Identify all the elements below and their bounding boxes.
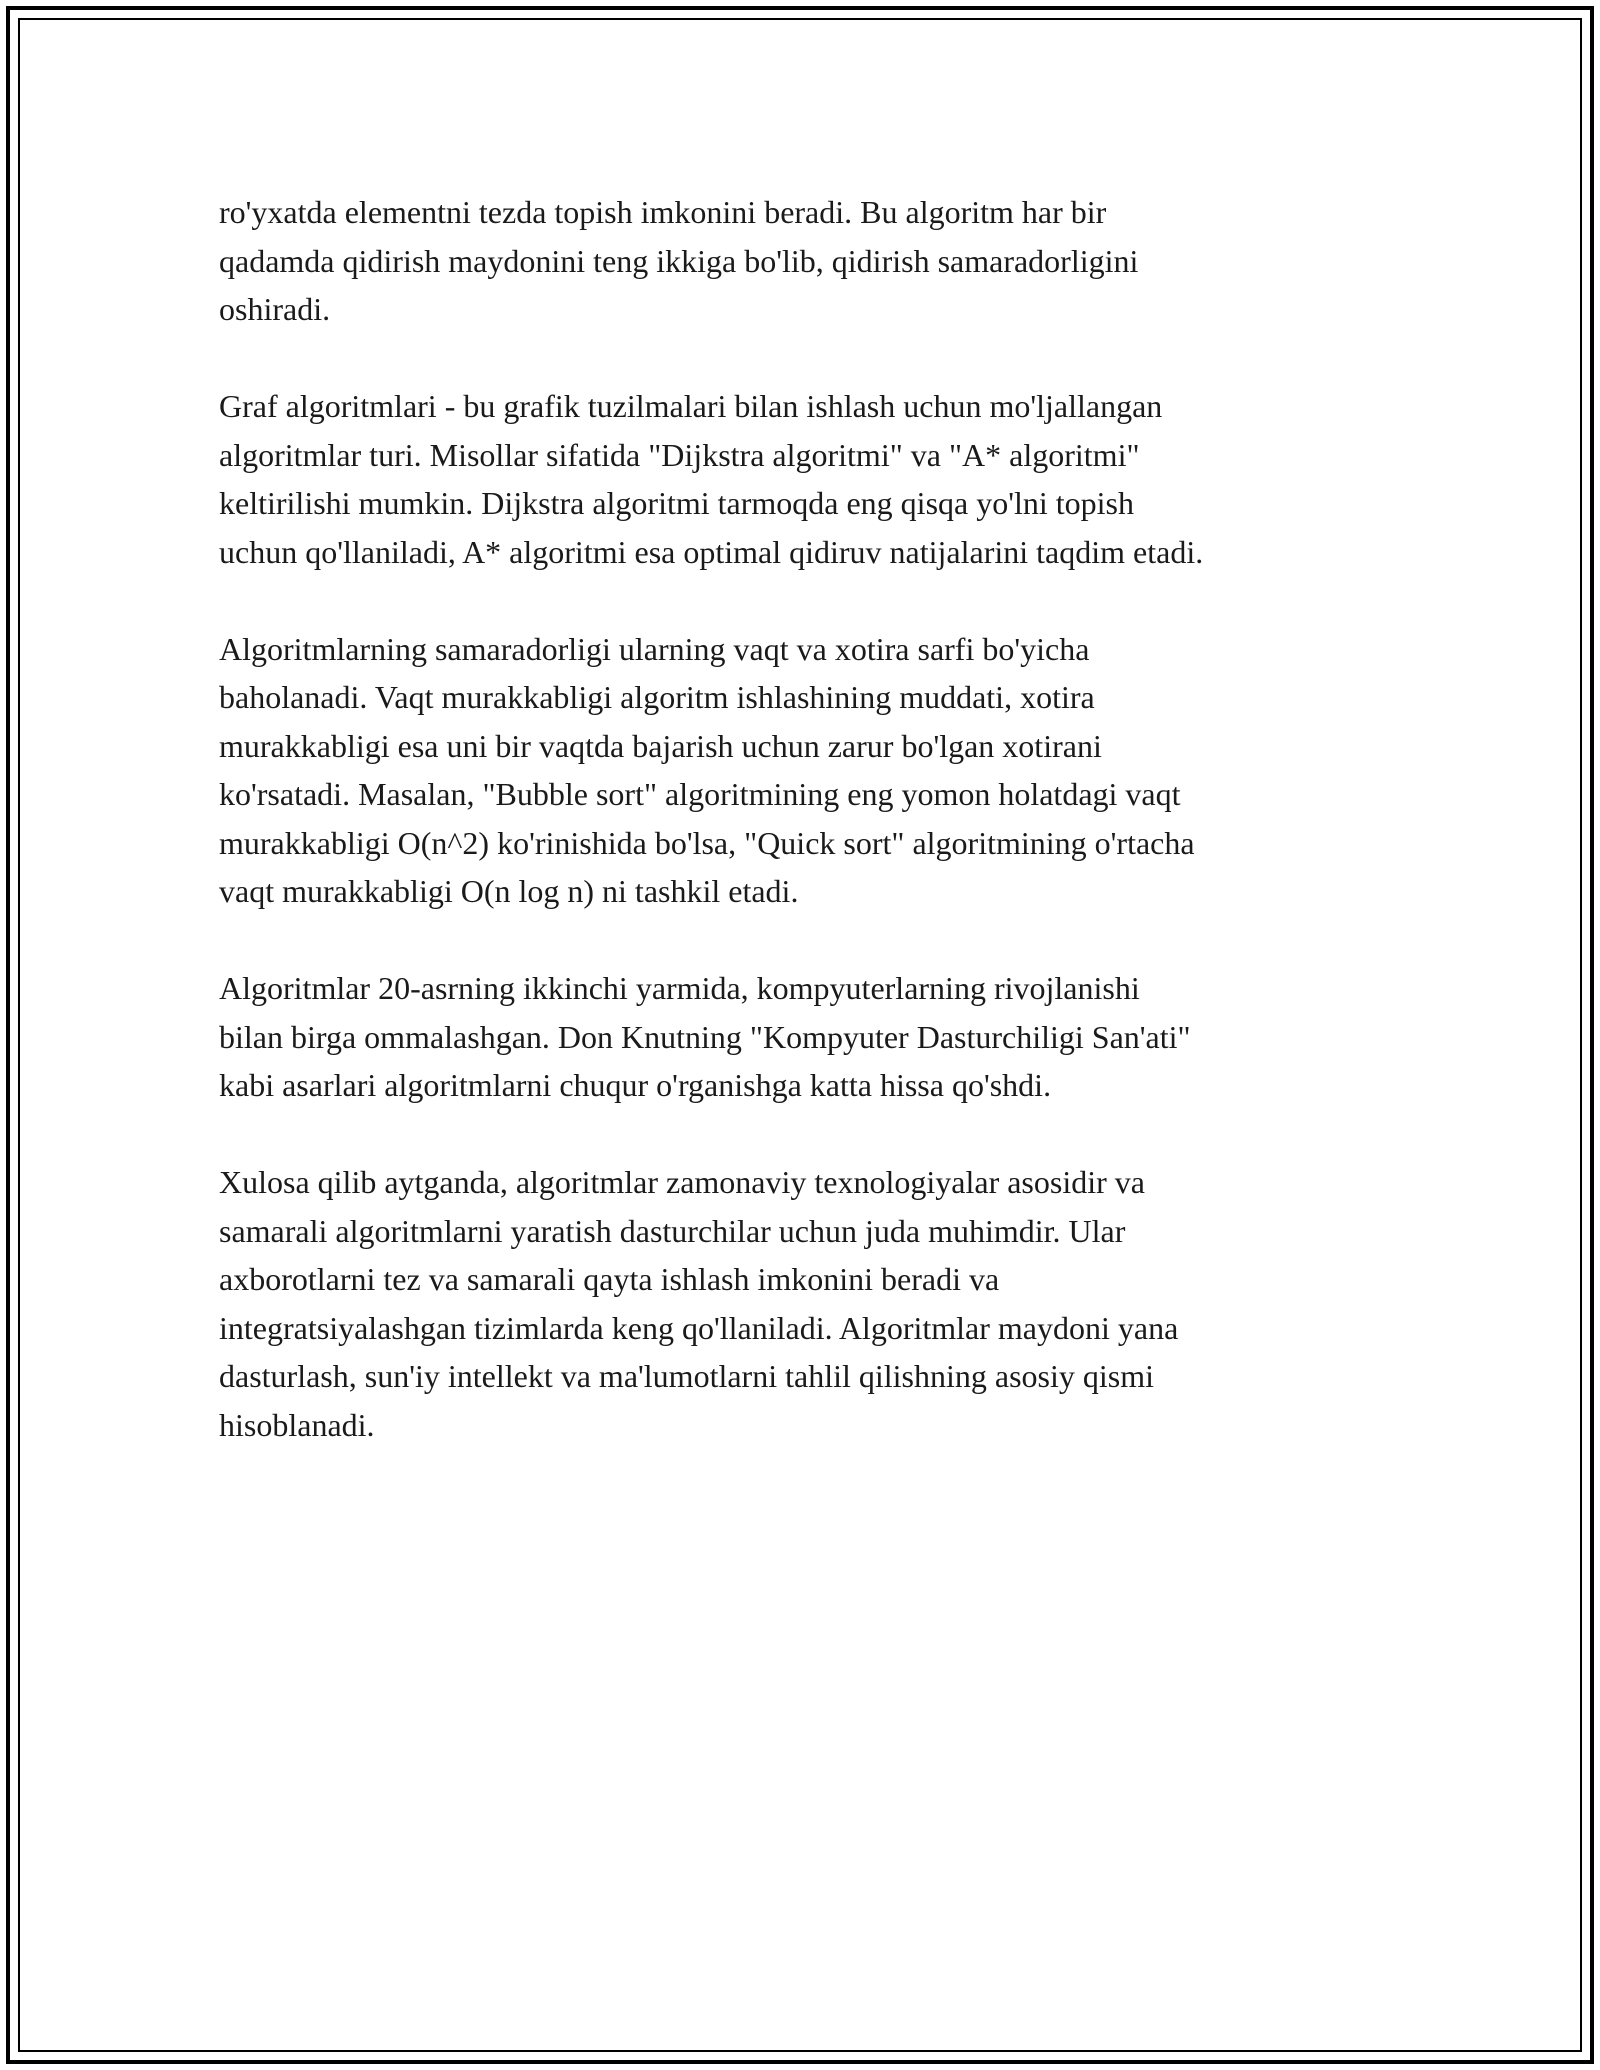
text-line: integratsiyalashgan tizimlarda keng qo'llaniladi. Algoritmlar maydoni yana xyxy=(219,1309,1179,1346)
text-line: Graf algoritmlari - bu grafik tuzilmalari bilan ishlash uchun mo'ljallangan xyxy=(219,388,1163,424)
text-line: ro'yxatda elementni tezda topish imkonini beradi. Bu algoritm har bir xyxy=(219,194,1107,230)
document-body xyxy=(219,188,1369,1498)
text-line: uchun qo'llaniladi, A* algoritmi esa optimal qidiruv natijalarini taqdim etadi. xyxy=(219,533,1204,570)
text-line: Xulosa qilib aytganda, algoritmlar zamonaviy texnologiyalar asosidir va xyxy=(219,1164,1145,1200)
text-line: baholanadi. Vaqt murakkabligi algoritm ishlashining muddati, xotira xyxy=(219,679,1095,715)
text-line: axborotlarni tez va samarali qayta ishlash imkonini beradi va xyxy=(219,1261,1000,1297)
text-line: murakkabligi O(n^2) ko'rinishida bo'lsa, "Quick sort" algoritmining o'rtacha xyxy=(219,824,1195,861)
paragraph-4 xyxy=(219,964,1369,1110)
text-line: hisoblanadi. xyxy=(219,1406,375,1443)
paragraph-2 xyxy=(219,382,1369,576)
paragraph-5 xyxy=(219,1158,1369,1449)
text-line: ko'rsatadi. Masalan, "Bubble sort" algoritmining eng yomon holatdagi vaqt xyxy=(219,776,1181,812)
text-line: oshiradi. xyxy=(219,291,331,327)
text-line: Algoritmlarning samaradorligi ularning vaqt va xotira sarfi bo'yicha xyxy=(219,630,1090,667)
text-line: Algoritmlar 20-asrning ikkinchi yarmida, kompyuterlarning rivojlanishi xyxy=(219,970,1140,1006)
paragraph-1 xyxy=(219,188,1369,334)
text-line: vaqt murakkabligi O(n log n) ni tashkil etadi. xyxy=(219,873,799,909)
text-line: qadamda qidirish maydonini teng ikkiga bo'lib, qidirish samaradorligini xyxy=(219,242,1139,279)
text-line: dasturlash, sun'iy intellekt va ma'lumotlarni tahlil qilishning asosiy qismi xyxy=(219,1358,1154,1394)
paragraph-3 xyxy=(219,625,1369,916)
text-line: algoritmlar turi. Misollar sifatida "Dijkstra algoritmi" va "A* algoritmi" xyxy=(219,436,1140,473)
text-line: bilan birga ommalashgan. Don Knutning "Kompyuter Dasturchiligi San'ati" xyxy=(219,1018,1191,1055)
text-line: kabi asarlari algoritmlarni chuqur o'rganishga katta hissa qo'shdi. xyxy=(219,1067,1052,1103)
text-line: keltirilishi mumkin. Dijkstra algoritmi tarmoqda eng qisqa yo'lni topish xyxy=(219,485,1134,521)
text-line: murakkabligi esa uni bir vaqtda bajarish uchun zarur bo'lgan xotirani xyxy=(219,727,1102,764)
text-line: samarali algoritmlarni yaratish dasturchilar uchun juda muhimdir. Ular xyxy=(219,1212,1126,1249)
